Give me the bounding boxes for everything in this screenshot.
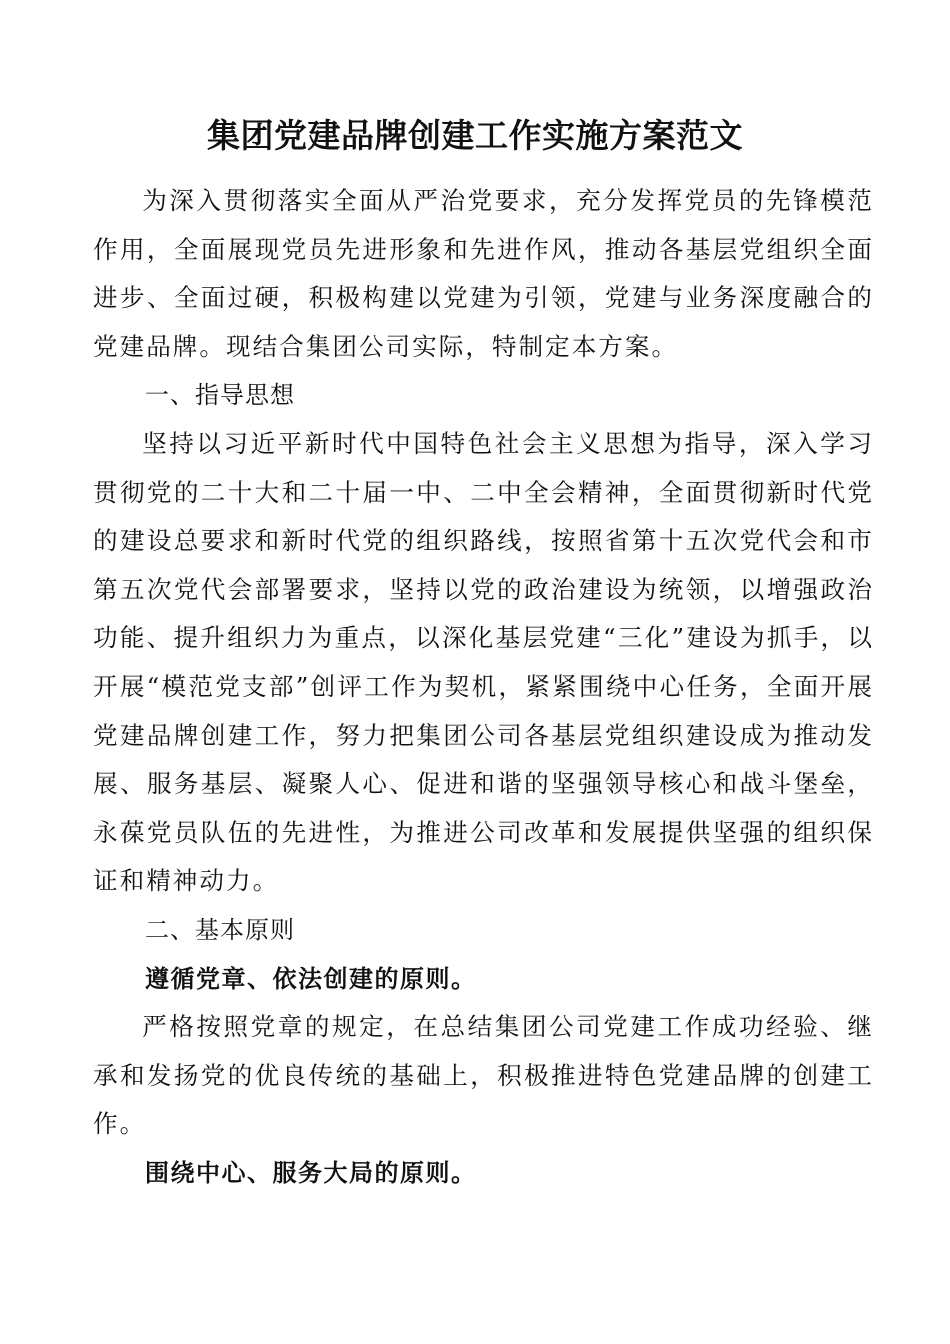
document-title: 集团党建品牌创建工作实施方案范文: [207, 116, 743, 155]
section-heading-guiding-thought: 一、指导思想: [145, 381, 295, 410]
guiding-thought-paragraph: 坚持以习近平新时代中国特色社会主义思想为指导，深入学习贯彻党的二十大和二十届一中、二中全会精神，全面贯彻新时代党的建设总要求和新时代党的组织路线，按照省第十五次党代会和市第五次党代会部署要求，坚持以党的政治建设为统领，以增强政治功能、提升组织力为重点，以深化基层党建“三化”建设为抓手，以开展“模范党支部”创评工作为契机，紧紧围绕中心任务，全面开展党建品牌创建工作，努力把集团公司各基层党组织建设成为推动发展、服务基层、凝聚人心、促进和谐的坚强领导核心和战斗堡垒，永葆党员队伍的先进性，为推进公司改革和发展提供坚强的组织保证和精神动力。: [93, 428, 874, 896]
document-body: [93, 177, 874, 1197]
principle-1-paragraph: 严格按照党章的规定，在总结集团公司党建工作成功经验、继承和发扬党的优良传统的基础上，积极推进特色党建品牌的创建工作。: [93, 1012, 874, 1139]
section-heading-basic-principles: 二、基本原则: [145, 915, 295, 944]
principle-2-title: 围绕中心、服务大局的原则。: [145, 1158, 477, 1187]
intro-paragraph: 为深入贯彻落实全面从严治党要求，充分发挥党员的先锋模范作用，全面展现党员先进形象和先进作风，推动各基层党组织全面进步、全面过硬，积极构建以党建为引领，党建与业务深度融合的党建品牌。现结合集团公司实际，特制定本方案。: [93, 186, 874, 361]
principle-1-title: 遵循党章、依法创建的原则。: [145, 964, 477, 993]
